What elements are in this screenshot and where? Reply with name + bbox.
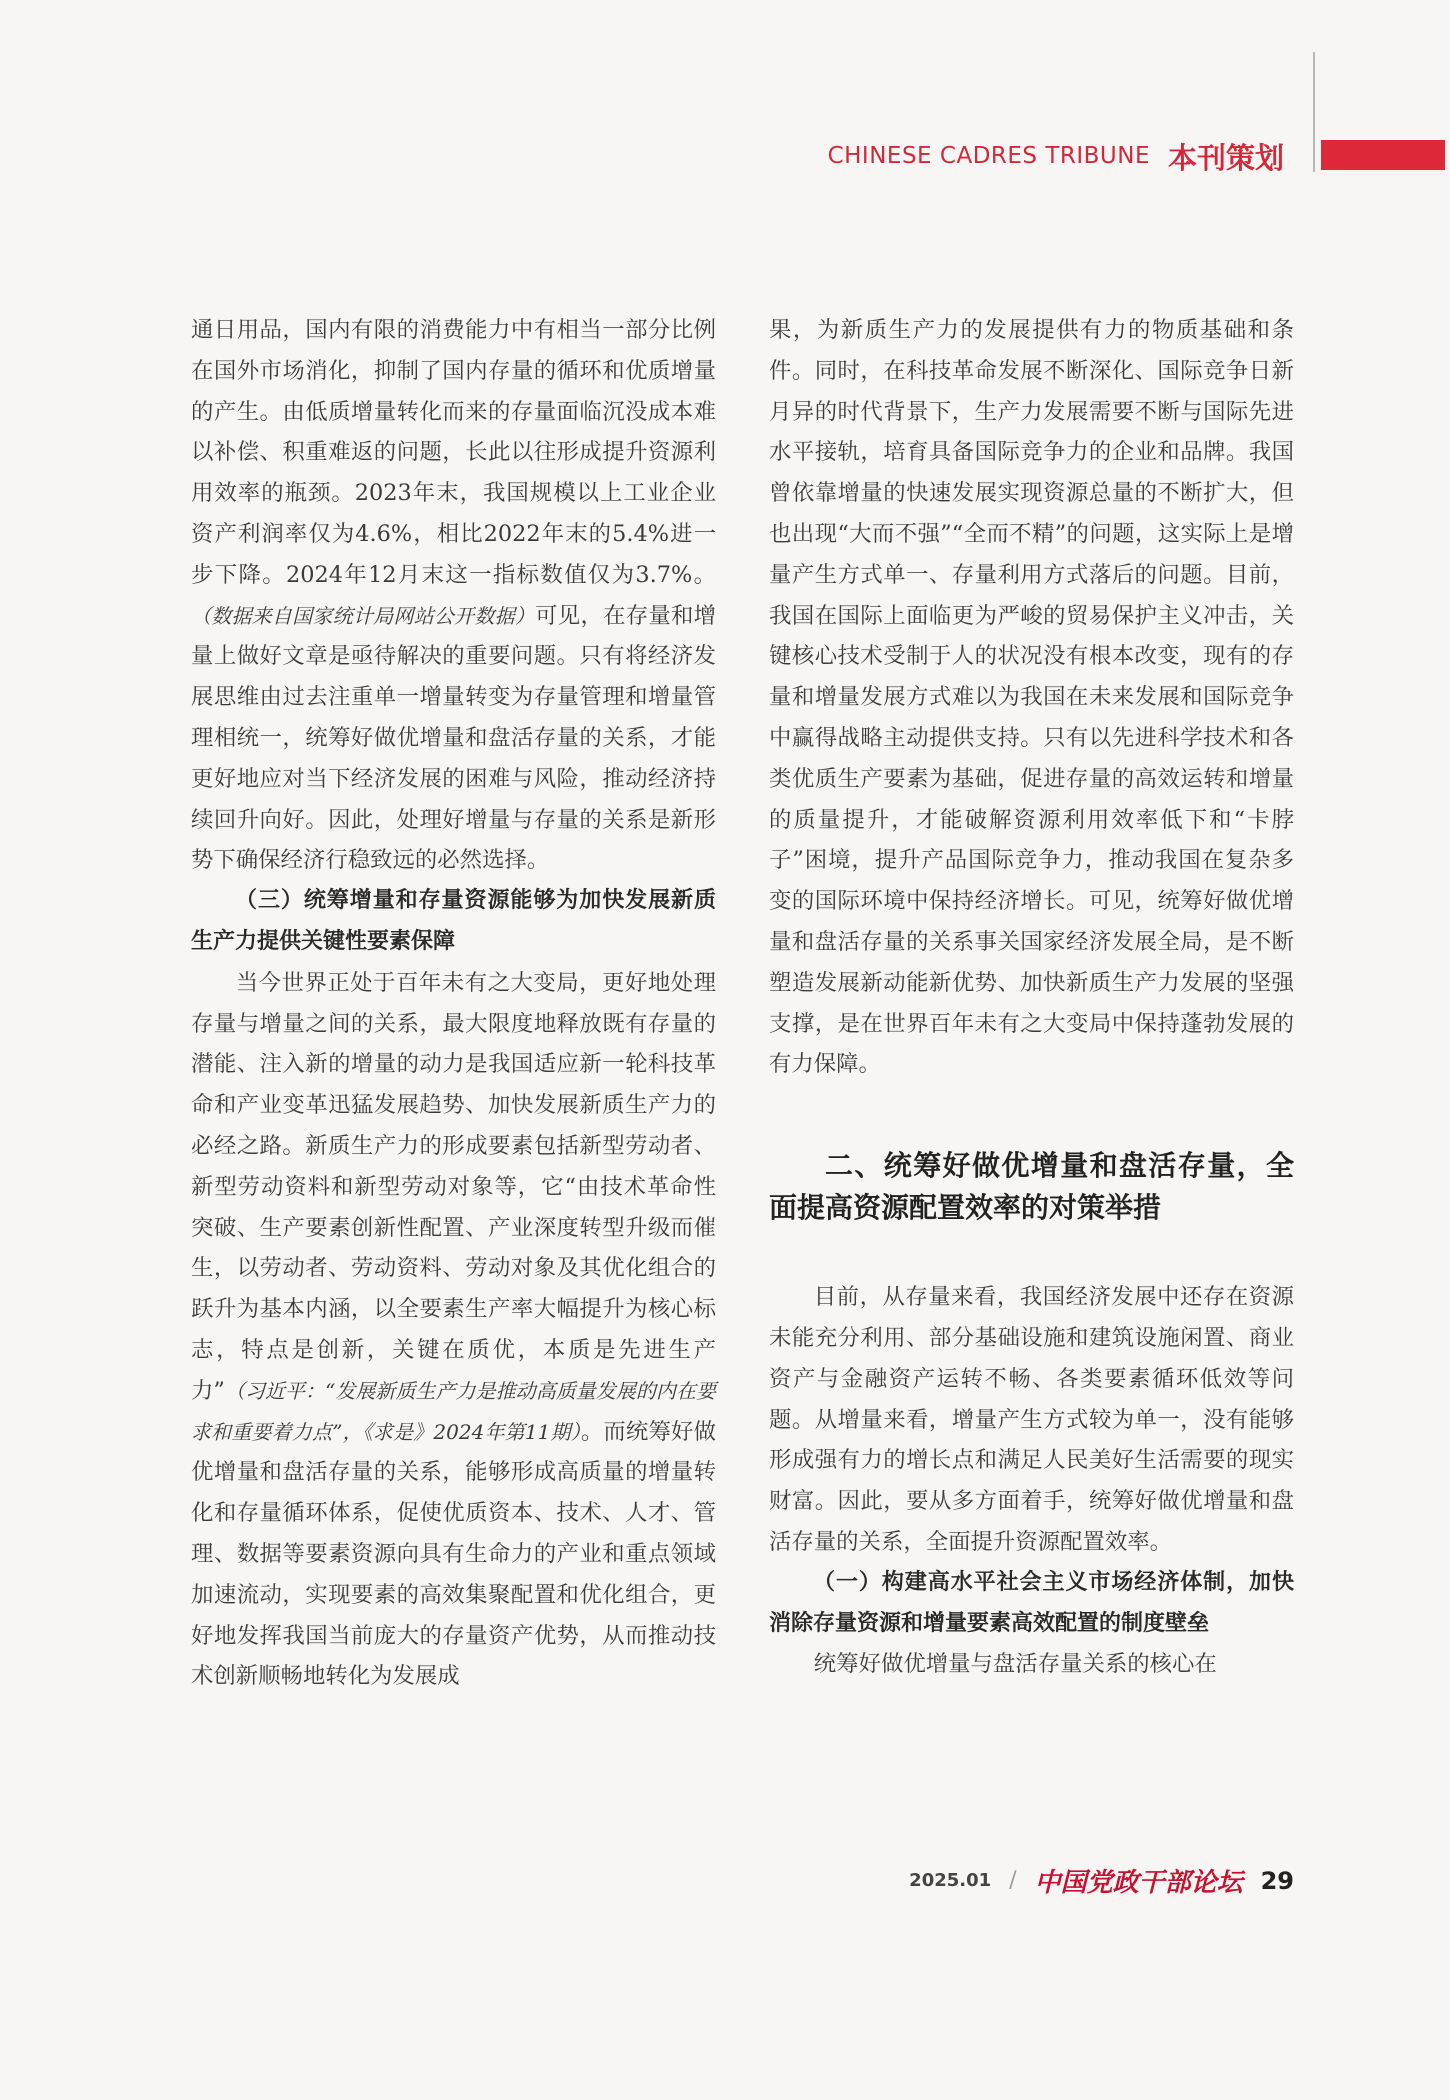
subheading-3: （三）统筹增量和存量资源能够为加快发展新质生产力提供关键性要素保障 — [191, 888, 716, 954]
magazine-logo: 中国党政干部论坛 — [1034, 1868, 1243, 1898]
paragraph: 目前，从存量来看，我国经济发展中还存在资源未能充分利用、部分基础设施和建筑设施闲置、商业资产与金融资产运转不畅、各类要素循环低效等问题。从增量来看，增量产生方式较为单一，没有能够形成强有力的增长点和满足人民美好生活需要的现实财富。因此，要从多方面着手，统筹好做优增量和盘活存量的关系，全面提升资源配置效率。 — [769, 1284, 1294, 1555]
section-heading: 二、统筹好做优增量和盘活存量，全面提高资源配置效率的对策举措 — [769, 1149, 1294, 1225]
footer-separator: / — [1009, 1868, 1017, 1893]
paragraph: 统筹好做优增量与盘活存量关系的核心在 — [813, 1651, 1217, 1678]
magazine-english-name: CHINESE CADRES TRIBUNE — [827, 143, 1150, 169]
page-number: 29 — [1260, 1866, 1294, 1895]
left-column — [191, 310, 716, 1697]
right-column — [769, 310, 1294, 1685]
subheading-1: （一）构建高水平社会主义市场经济体制，加快消除存量资源和增量要素高效配置的制度壁垒 — [769, 1569, 1294, 1636]
citation: （习近平：“发展新质生产力是推动高质量发展的内在要求和重要着力点”，《求是》2024年第11期） — [191, 1378, 716, 1444]
column-title: 本刊策划 — [1168, 141, 1285, 175]
page-footer — [909, 1862, 1294, 1899]
citation: （数据来自国家统计局网站公开数据） — [191, 603, 536, 628]
header-accent-bar — [1321, 140, 1445, 170]
paragraph: 果，为新质生产力的发展提供有力的物质基础和条件。同时，在科技革命发展不断深化、国际竞争日新月异的时代背景下，生产力发展需要不断与国际先进水平接轨，培育具备国际竞争力的企业和品牌。我国曾依靠增量的快速发展实现资源总量的不断扩大，但也出现“大而不强”“全而不精”的问题，这实际上是增量产生方式单一、存量利用方式落后的问题。目前，我国在国际上面临更为严峻的贸易保护主义冲击，关键核心技术受制于人的状况没有根本改变，现有的存量和增量发展方式难以为我国在未来发展和国际竞争中赢得战略主动提供支持。只有以先进科学技术和各类优质生产要素为基础，促进存量的高效运转和增量的质量提升，才能破解资源利用效率低下和“卡脖子”困境，提升产品国际竞争力，推动我国在复杂多变的国际环境中保持经济增长。可见，统筹好做优增量和盘活存量的关系事关国家经济发展全局，是不断塑造发展新动能新优势、加快新质生产力发展的坚强支撑，是在世界百年未有之大变局中保持蓬勃发展的有力保障。 — [769, 317, 1294, 1078]
issue-date: 2025.01 — [909, 1870, 992, 1891]
paragraph: 通日用品，国内有限的消费能力中有相当一部分比例在国外市场消化，抑制了国内存量的循环和优质增量的产生。由低质增量转化而来的存量面临沉没成本难以补偿、积重难返的问题，长此以往形成提升资源利用效率的瓶颈。2023年末，我国规模以上工业企业资产利润率仅为4.6%，相比2022年末的5.4%进一步下降。2024年12月末这一指标数值仅为3.7%。（数据来自国家统计局网站公开数据）可见，在存量和增量上做好文章是亟待解决的重要问题。只有将经济发展思维由过去注重单一增量转变为存量管理和增量管理相统一，统筹好做优增量和盘活存量的关系，才能更好地应对当下经济发展的困难与风险，推动经济持续回升向好。因此，处理好增量与存量的关系是新形势下确保经济行稳致远的必然选择。 — [191, 317, 717, 874]
paragraph: 当今世界正处于百年未有之大变局，更好地处理存量与增量之间的关系，最大限度地释放既有存量的潜能、注入新的增量的动力是我国适应新一轮科技革命和产业变革迅猛发展趋势、加快发展新质生产力的必经之路。新质生产力的形成要素包括新型劳动者、新型劳动资料和新型劳动对象等，它“由技术革命性突破、生产要素创新性配置、产业深度转型升级而催生，以劳动者、劳动资料、劳动对象及其优化组合的跃升为基本内涵，以全要素生产率大幅提升为核心标志，特点是创新，关键在质优，本质是先进生产力”（习近平：“发展新质生产力是推动高质量发展的内在要求和重要着力点”，《求是》2024年第11期）。而统筹好做优增量和盘活存量的关系，能够形成高质量的增量转化和存量循环体系，促使优质资本、技术、人才、管理、数据等要素资源向具有生命力的产业和重点领域加速流动，实现要素的高效集聚配置和优化组合，更好地发挥我国当前庞大的存量资产优势，从而推动技术创新顺畅地转化为发展成 — [191, 969, 717, 1690]
header-vertical-rule — [1313, 52, 1315, 172]
